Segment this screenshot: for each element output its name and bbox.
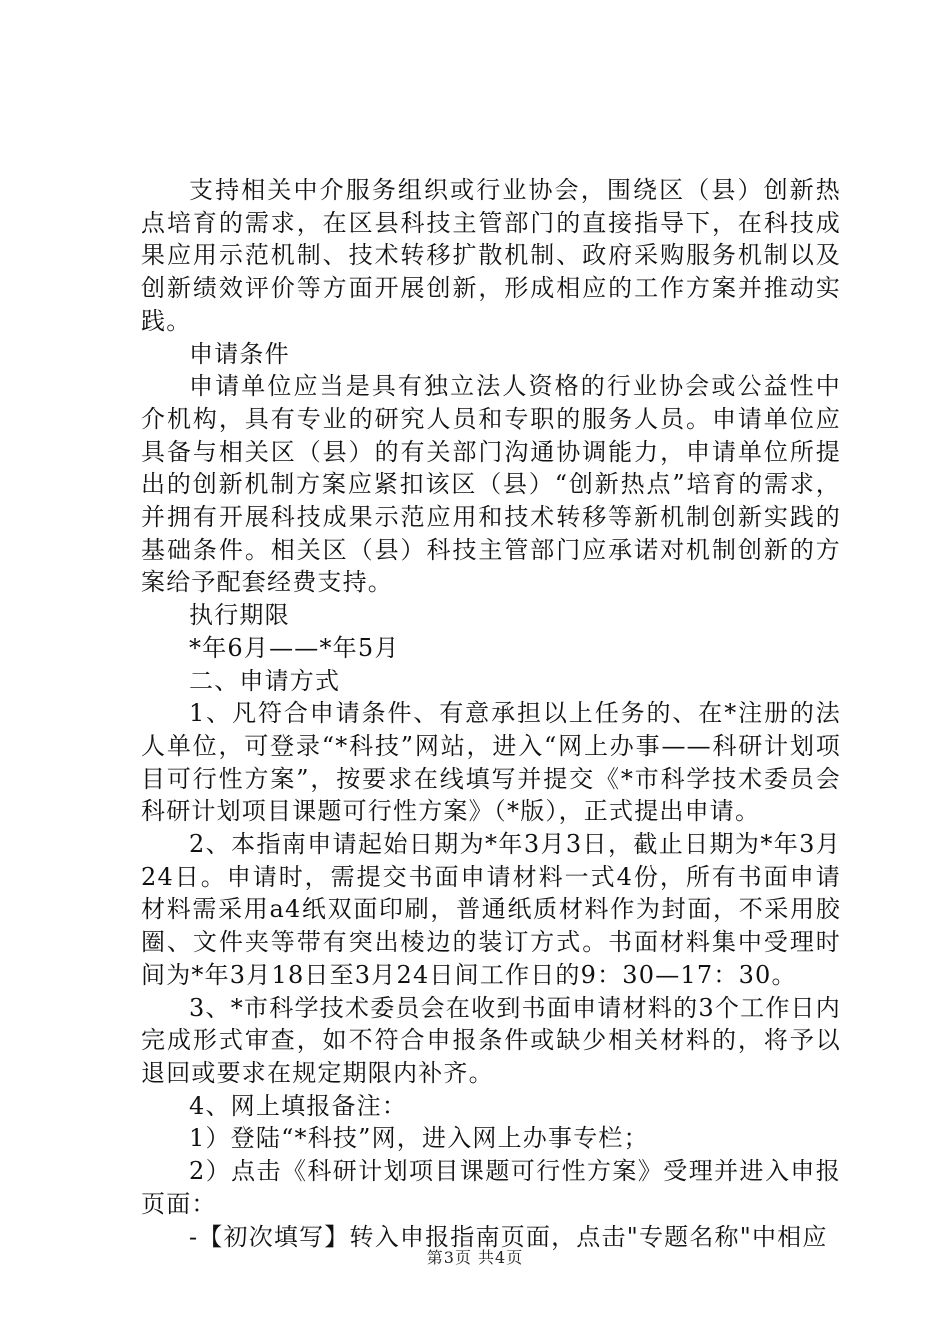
paragraph-method-4: 4、网上填报备注： [189, 1091, 408, 1120]
heading-execution-period: 执行期限 [189, 601, 290, 630]
document-body [141, 174, 841, 1253]
paragraph-online-step-2: 2）点击《科研计划项目课题可行性方案》受理并进入申报页面： [141, 1157, 841, 1218]
paragraph-support-intermediaries: 支持相关中介服务组织或行业协会，围绕区（县）创新热点培育的需求，在区县科技主管部门的直接指导下，在科技成果应用示范机制、技术转移扩散机制、政府采购服务机制以及创新绩效评价等方面开展创新，形成相应的工作方案并推动实践。 [141, 176, 841, 335]
heading-application-method: 二、申请方式 [189, 666, 341, 695]
paragraph-method-2: 2、本指南申请起始日期为*年3月3日，截止日期为*年3月24日。申请时，需提交书面申请材料一式4份，所有书面申请材料需采用a4纸双面印刷，普通纸质材料作为封面，不采用胶圈、文件夹等带有突出棱边的装订方式。书面材料集中受理时间为*年3月18日至3月24日间工作日的9：30—17：30。 [141, 830, 841, 989]
paragraph-first-fill: -【初次填写】转入申报指南页面，点击"专题名称"中相应 [189, 1222, 828, 1251]
paragraph-method-3: 3、*市科学技术委员会在收到书面申请材料的3个工作日内完成形式审查，如不符合申报条件或缺少相关材料的，将予以退回或要求在规定期限内补齐。 [141, 993, 841, 1087]
paragraph-online-step-1: 1）登陆“*科技”网，进入网上办事专栏； [189, 1124, 649, 1153]
heading-application-conditions: 申请条件 [189, 339, 290, 368]
paragraph-method-1: 1、凡符合申请条件、有意承担以上任务的、在*注册的法人单位，可登录“*科技”网站，进入“网上办事——科研计划项目可行性方案”，按要求在线填写并提交《*市科学技术委员会科研计划项目课题可行性方案》（*版），正式提出申请。 [141, 699, 841, 826]
paragraph-application-conditions: 申请单位应当是具有独立法人资格的行业协会或公益性中介机构，具有专业的研究人员和专职的服务人员。申请单位应具备与相关区（县）的有关部门沟通协调能力，申请单位所提出的创新机制方案应紧扣该区（县）“创新热点”培育的需求，并拥有开展科技成果示范应用和技术转移等新机制创新实践的基础条件。相关区（县）科技主管部门应承诺对机制创新的方案给予配套经费支持。 [141, 372, 841, 597]
page-number-footer: 第3页 共4页 [426, 1248, 524, 1267]
paragraph-execution-period: *年6月——*年5月 [189, 633, 400, 662]
